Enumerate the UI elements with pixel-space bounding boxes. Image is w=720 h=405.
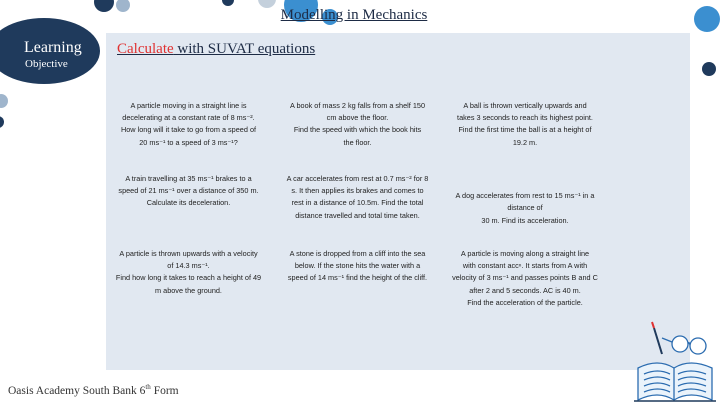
question-line: after 2 and 5 seconds. AC is 40 m. (469, 285, 581, 295)
questions-grid (103, 96, 609, 322)
question-card (274, 244, 441, 322)
objective-rest: with SUVAT equations (173, 41, 316, 57)
question-card (441, 96, 609, 169)
footer-ordinal: th (145, 383, 151, 391)
question-line: takes 3 seconds to reach its highest point. (457, 113, 593, 123)
question-line: velocity of 3 ms⁻¹ and passes points B and C (452, 273, 598, 283)
question-line: rest in a distance of 10.5m. Find the total (291, 198, 424, 208)
question-line: decelerating at a constant rate of 8 ms⁻². (122, 113, 255, 123)
question-line: A particle is moving along a straight line (460, 249, 590, 258)
question-line: m above the ground. (155, 285, 222, 295)
objective-highlight: Calculate (117, 41, 174, 57)
books-and-glasses-illustration (632, 308, 718, 405)
question-line: with constant accⁿ. It starts from A with (462, 261, 588, 271)
question-card (441, 244, 609, 322)
school-footer (8, 383, 179, 397)
question-card (274, 169, 441, 244)
question-line: s. It then applies its brakes and comes to (291, 186, 424, 196)
page-title: Modelling in Mechanics (280, 7, 428, 23)
question-line: Calculate its deceleration. (146, 198, 231, 208)
footer-suffix: Form (150, 384, 179, 397)
question-line: of 14.3 ms⁻¹. (167, 261, 210, 271)
question-line: A stone is dropped from a cliff into the sea (289, 249, 426, 258)
question-card (103, 96, 274, 169)
learning-objective-text (117, 41, 315, 58)
question-line: the floor. (343, 137, 372, 147)
question-line: A dog accelerates from rest to 15 ms⁻¹ in a (455, 191, 595, 201)
question-card (274, 96, 441, 169)
decor-circle-right (702, 62, 716, 76)
decor-circle-left (0, 116, 4, 128)
question-line: A particle moving in a straight line is (130, 101, 247, 110)
question-card (441, 169, 609, 244)
question-line: A particle is thrown upwards with a velocity (119, 249, 258, 258)
question-line: speed of 14 ms⁻¹ find the height of the cliff. (287, 273, 428, 283)
learning-label: Learning (24, 39, 82, 56)
decor-circle-top (222, 0, 234, 6)
question-line: Find the acceleration of the particle. (467, 297, 583, 307)
question-line: A ball is thrown vertically upwards and (463, 101, 587, 110)
footer-school: Oasis Academy South Bank 6 (8, 384, 146, 397)
decor-circle-left (0, 94, 8, 108)
question-line: distance of (507, 203, 543, 213)
question-line: A book of mass 2 kg falls from a shelf 150 (289, 101, 426, 110)
question-line: Find the first time the ball is at a height of (458, 125, 592, 135)
question-line: How long will it take to go from a speed of (120, 125, 257, 135)
question-line: Find the speed with which the book hits (293, 125, 422, 135)
question-card (103, 169, 274, 244)
question-line: below. If the stone hits the water with a (294, 261, 421, 271)
question-line: 20 ms⁻¹ to a speed of 3 ms⁻¹? (139, 137, 238, 147)
question-line: A car accelerates from rest at 0.7 ms⁻² for 8 (286, 174, 429, 183)
question-line: distance travelled and total time taken. (295, 210, 420, 220)
question-line: cm above the floor. (326, 113, 389, 123)
question-line: A train travelling at 35 ms⁻¹ brakes to a (125, 174, 252, 183)
question-line: speed of 21 ms⁻¹ over a distance of 350 m. (118, 186, 259, 196)
question-line: 30 m. Find its acceleration. (481, 215, 569, 225)
objective-label: Objective (25, 58, 68, 70)
question-card (103, 244, 274, 322)
question-line: Find how long it takes to reach a height of 49 (115, 273, 262, 283)
question-line: 19.2 m. (512, 137, 538, 147)
